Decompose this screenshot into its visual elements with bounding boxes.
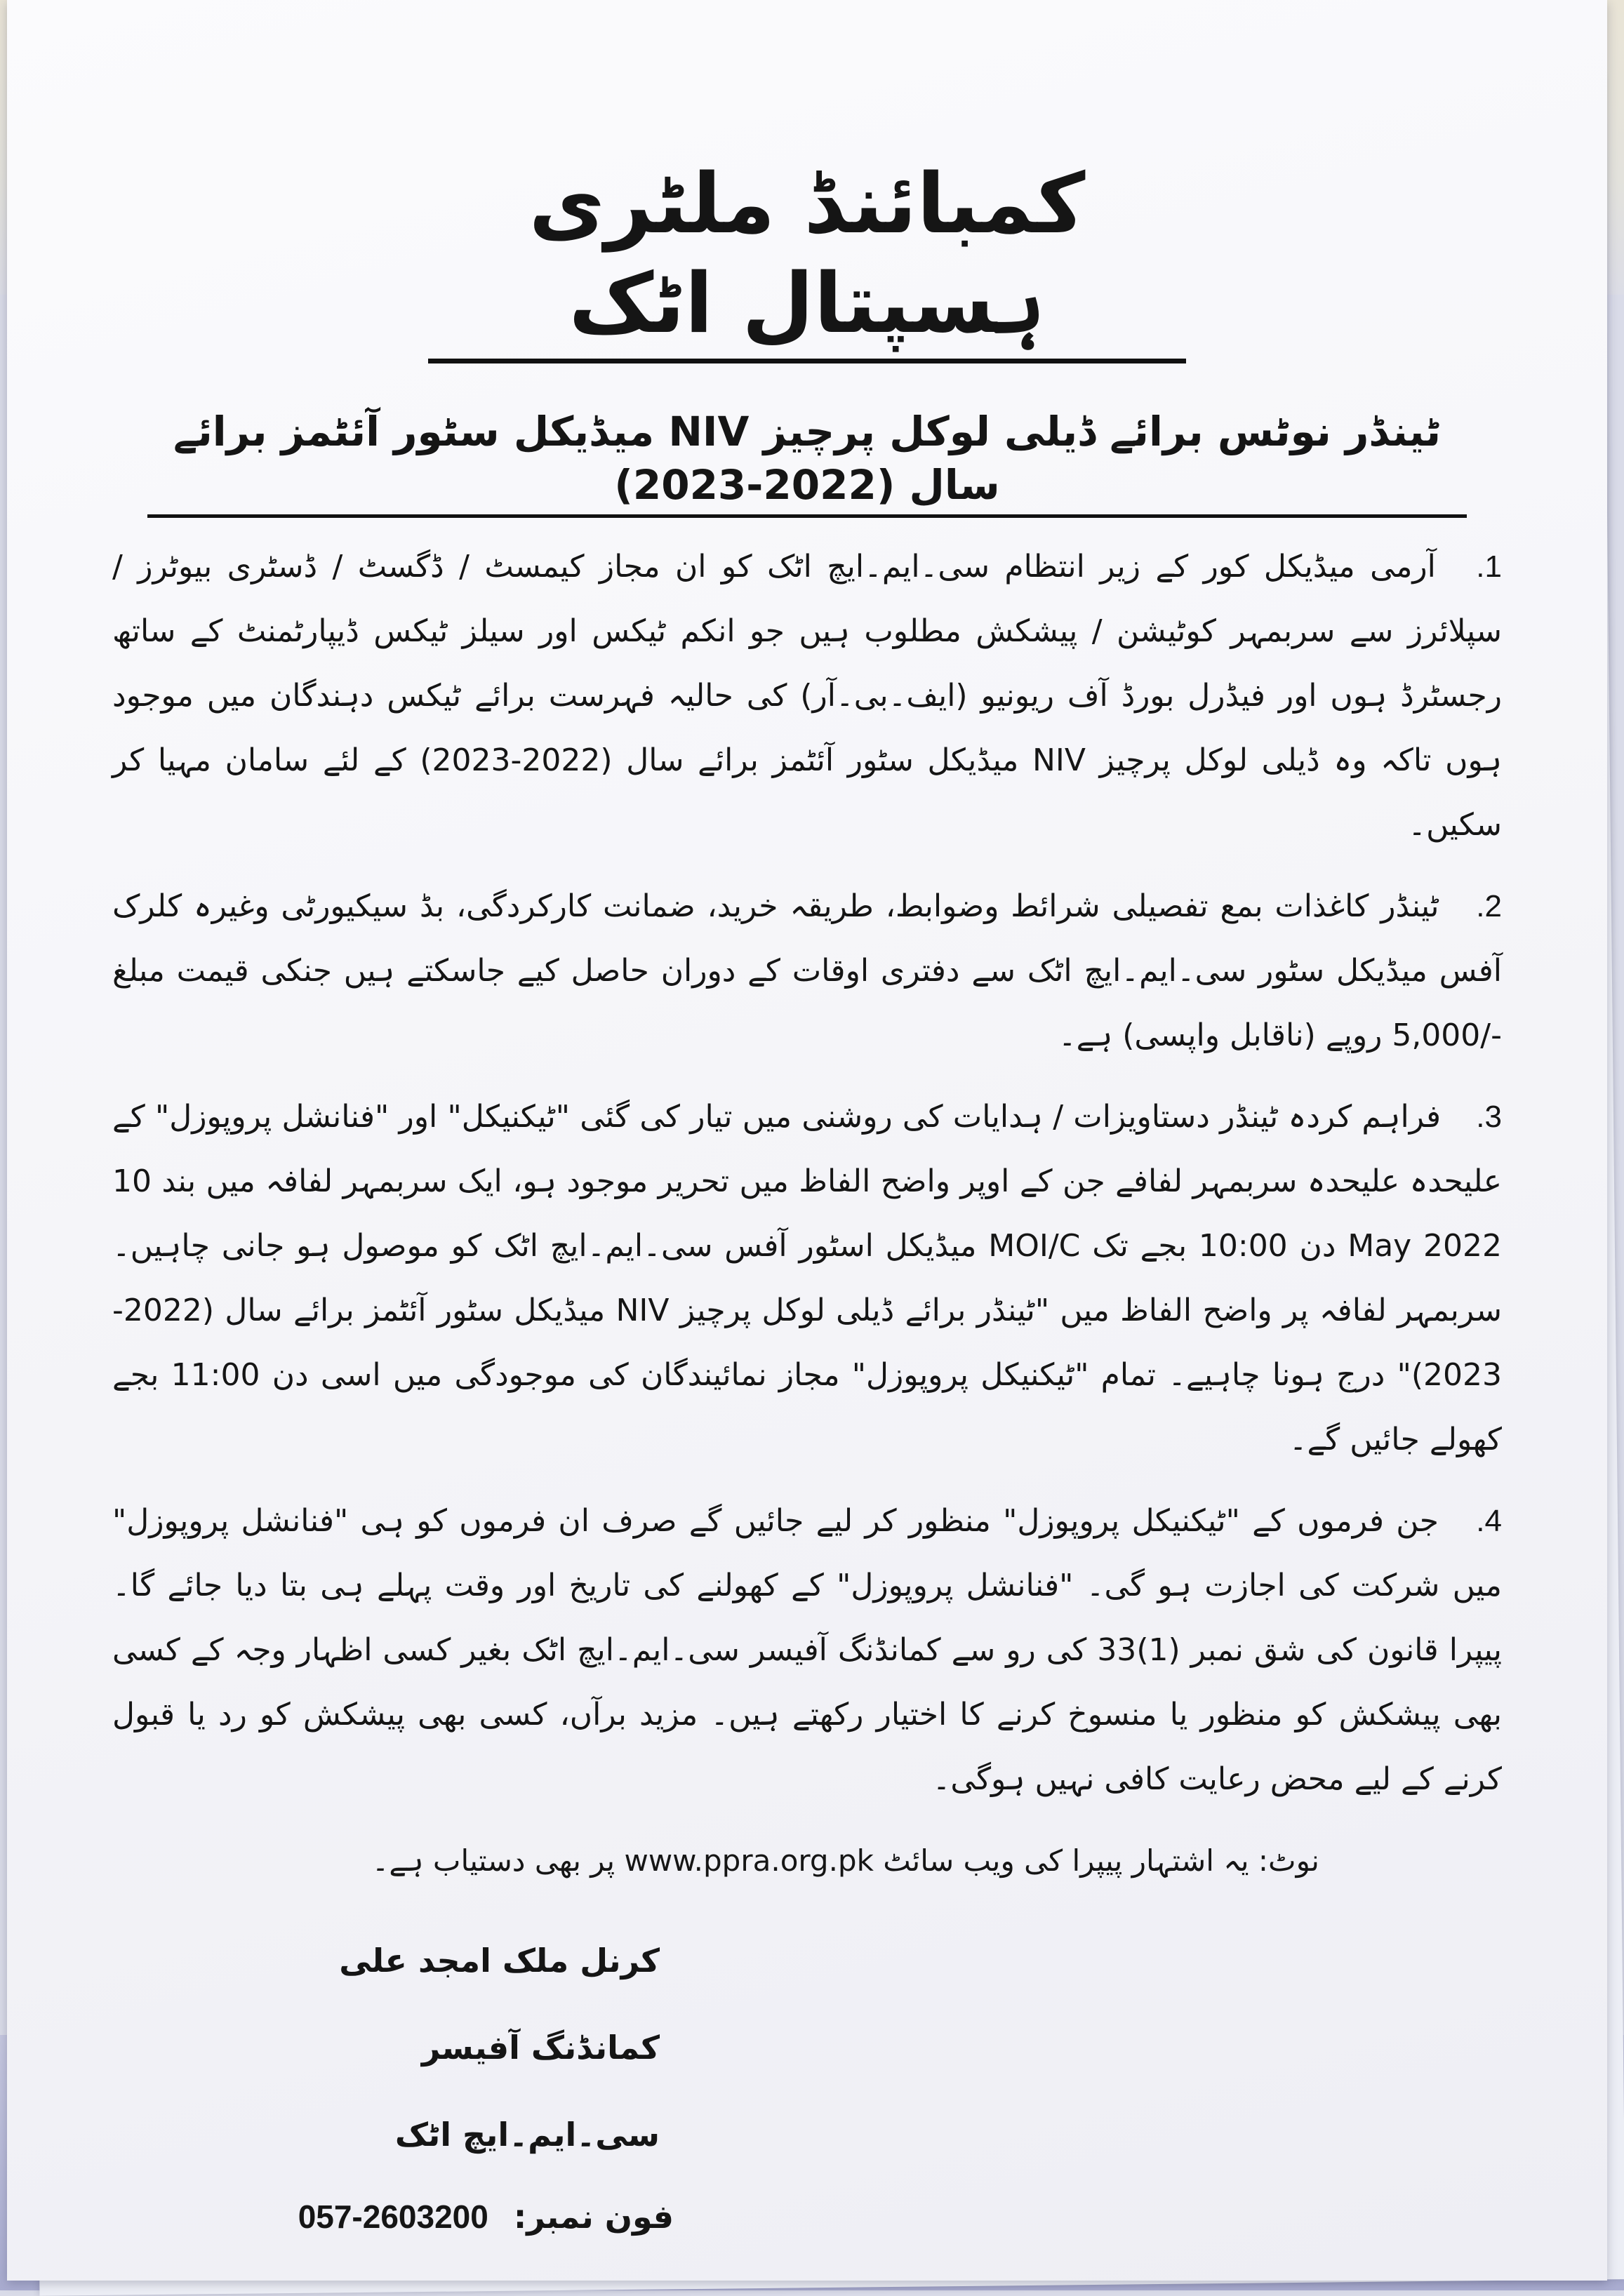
paragraph-4: [112, 1489, 1502, 1812]
paragraph-3: [112, 1085, 1502, 1472]
website-note: نوٹ: یہ اشتہار پیپرا کی ویب سائٹ www.ppra.org.pk پر بھی دستیاب ہے۔: [371, 1843, 1319, 1878]
signatory-designation: کمانڈنگ آفیسر: [421, 2028, 660, 2067]
paragraph-2: [112, 874, 1502, 1068]
paragraph-number: 2.: [1476, 888, 1502, 923]
paragraph-1: [112, 535, 1502, 857]
paragraph-text: آرمی میڈیکل کور کے زیر انتظام سی۔ایم۔ایچ اٹک کو ان مجاز کیمسٹ / ڈگسٹ / ڈسٹری بیوٹرز / سپلائرز سے سربمہر کوٹیشن / پیشکش مطلوب ہیں جو انکم ٹیکس اور سیلز ٹیکس ڈیپارٹمنٹ کے ساتھ رجسٹرڈ ہوں اور فیڈرل بورڈ آف ریونیو (ایف۔بی۔آر) کی حالیہ فہرست برائے ٹیکس دہندگان میں موجود ہوں تاکہ وہ ڈیلی لوکل پرچیز NIV میڈیکل سٹور آئٹمز برائے سال (2022-2023) کے لئے سامان مہیا کر سکیں۔: [112, 548, 1502, 843]
paragraph-text: جن فرموں کے "ٹیکنیکل پروپوزل" منظور کر لیے جائیں گے صرف ان فرموں کو ہی "فنانشل پروپوزل" میں شرکت کی اجازت ہو گی۔ "فنانشل پروپوزل" کے کھولنے کی تاریخ اور وقت پہلے ہی بتا دیا جائے گا۔ پیپرا قانون کی شق نمبر (1)33 کی رو سے کمانڈنگ آفیسر سی۔ایم۔ایچ اٹک بغیر کسی اظہار وجہ کے کسی بھی پیشکش کو منظور یا منسوخ کرنے کا اختیار رکھتے ہیں۔ مزید برآں، کسی بھی پیشکش کو رد یا قبول کرنے کے لیے محض رعایت کافی نہیں ہوگی۔: [112, 1502, 1502, 1797]
paragraph-number: 4.: [1476, 1503, 1502, 1538]
tender-subtitle: ٹینڈر نوٹس برائے ڈیلی لوکل پرچیز NIV میڈیکل سٹور آئٹمز برائے سال (2022-2023): [147, 406, 1467, 518]
phone-line: [112, 2178, 1502, 2255]
signature-block: [112, 1917, 1502, 2178]
paragraph-text: ٹینڈر کاغذات بمع تفصیلی شرائط وضوابط، طریقہ خرید، ضمانت کارکردگی، بڈ سیکیورٹی وغیرہ کلرک آفس میڈیکل سٹور سی۔ایم۔ایچ اٹک سے دفتری اوقات کے دوران حاصل کیے جاسکتے ہیں جنکی قیمت مبلغ -/5,000 روپے (ناقابل واپسی) ہے۔: [112, 888, 1502, 1053]
paragraph-text: فراہم کردہ ٹینڈر دستاویزات / ہدایات کی روشنی میں تیار کی گئی "ٹیکنیکل" اور "فنانشل پروپوزل" کے علیحدہ علیحدہ سربمہر لفافے جن کے اوپر واضح الفاظ میں تحریر موجود ہو، ایک سربمہر لفافہ میں بند 10 May 2022 دن 10:00 بجے تک MOI/C میڈیکل اسٹور آفس سی۔ایم۔ایچ اٹک کو موصول ہو جانی چاہیں۔ سربمہر لفافہ پر واضح الفاظ میں "ٹینڈر برائے ڈیلی لوکل پرچیز NIV میڈیکل سٹور آئٹمز برائے سال (2022-2023)" درج ہونا چاہیے۔ تمام "ٹیکنیکل پروپوزل" مجاز نمائیندگان کی موجودگی میں اسی دن 11:00 بجے کھولے جائیں گے۔: [112, 1098, 1502, 1457]
paper-sheet: [7, 0, 1607, 2281]
paragraph-number: 3.: [1476, 1099, 1502, 1134]
hospital-title: کمبائنڈ ملٹری ہسپتال اٹک: [428, 154, 1186, 363]
signatory-unit: سی۔ایم۔ایچ اٹک: [394, 2115, 660, 2154]
phone-label: فون نمبر:: [513, 2197, 674, 2236]
signatory-name: کرنل ملک امجد علی: [339, 1941, 660, 1980]
notice-content: [112, 154, 1502, 2255]
phone-number: 057-2603200: [298, 2198, 488, 2235]
paragraph-number: 1.: [1476, 549, 1502, 584]
